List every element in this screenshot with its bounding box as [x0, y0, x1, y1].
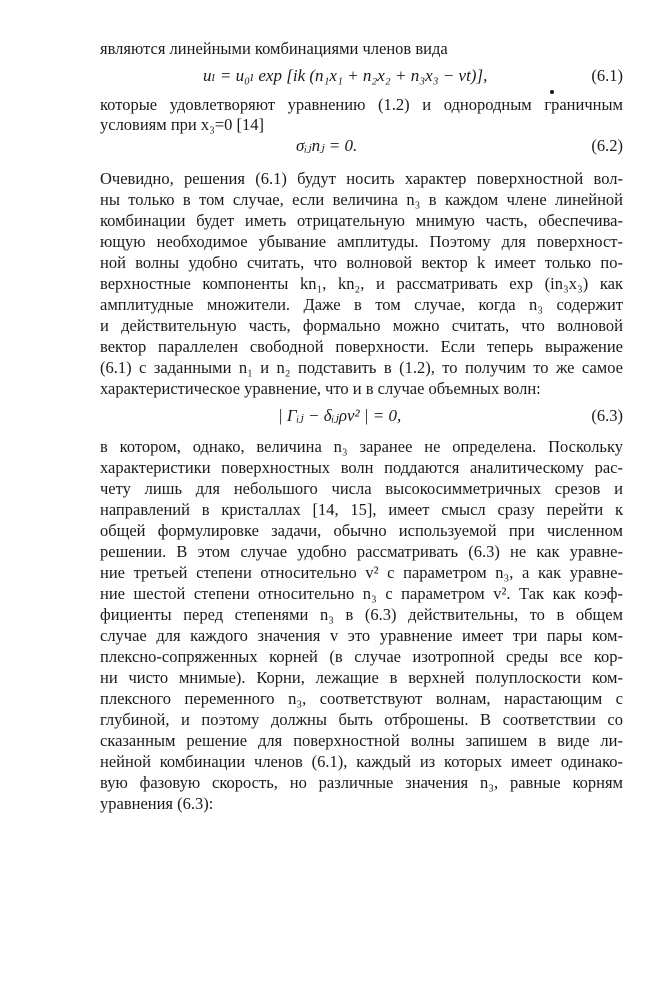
text-line: и действительную часть, формально можно считать, что волновой [100, 316, 623, 335]
text-line: комбинации будет иметь отрицательную мнимую часть, обеспечива- [100, 211, 623, 230]
equation-number: (6.3) [591, 406, 623, 425]
text-line: верхностные компоненты kn₁, kn₂, и рассматривать exp (in₃x₃) как [100, 274, 623, 293]
text-line: решении. В этом случае удобно рассматривать (6.3) не как уравне- [100, 542, 623, 561]
text-line: вую фазовую скорость, но различные значения n₃, равные корням [100, 773, 623, 792]
text-line: которые удовлетворяют уравнению (1.2) и однородным граничным [100, 95, 623, 114]
text-line: амплитудные множители. Даже в том случае, когда n₃ содержит [100, 295, 623, 314]
text-line: ни чисто мнимые). Корни, лежащие в верхней полуплоскости ком- [100, 668, 623, 687]
text-line: ной волны удобно считать, что волновой вектор k имеет только по- [100, 253, 623, 272]
equation-6-1: uₗ = u₀ₗ exp [ik (n₁x₁ + n₂x₂ + n₃x₃ − vt)], [203, 66, 488, 85]
equation-6-3: | Γᵢⱼ − δᵢⱼρv² | = 0, [278, 406, 402, 425]
equation-6-2: σᵢⱼnⱼ = 0. [296, 136, 358, 155]
text-line: ющую необходимое убывание амплитуды. Поэтому для поверхност- [100, 232, 623, 251]
text-line: фициенты перед степенями n₃ в (6.3) действительны, то в общем [100, 605, 623, 624]
text-line: ние третьей степени относительно v² с параметром n₃, а как уравне- [100, 563, 623, 582]
text-line: общей формулировке задачи, обычно используемой при численном [100, 521, 623, 540]
text-line: (6.1) с заданными n₁ и n₂ подставить в (1.2), то получим то же самое [100, 358, 623, 377]
text-line: вектор параллелен свободной поверхности. Если теперь выражение [100, 337, 623, 356]
text-line: в котором, однако, величина n₃ заранее не определена. Поскольку [100, 437, 623, 456]
equation-number: (6.2) [591, 136, 623, 155]
text-line: направлений в кристаллах [14, 15], имеет смысл сразу перейти к [100, 500, 623, 519]
text-line: плексно-сопряженных корней (в случае изотропной среды все кор- [100, 647, 623, 666]
text-line: нейной комбинации членов (6.1), каждый из которых имеет одинако- [100, 752, 623, 771]
text-line: сказанным решение для поверхностной волны запишем в виде ли- [100, 731, 623, 750]
text-line: являются линейными комбинациями членов вида [100, 39, 448, 58]
text-line: случае для каждого значения v это уравнение имеет три пары ком- [100, 626, 623, 645]
text-line: ние шестой степени относительно n₃ с параметром v². Так как коэф- [100, 584, 623, 603]
text-line: плексного переменного n₃, соответствуют волнам, нарастающим с [100, 689, 623, 708]
text-line: характеристики поверхностных волн поддаются аналитическому рас- [100, 458, 623, 477]
text-line: глубиной, и поэтому должны быть отброшены. В соответствии со [100, 710, 623, 729]
text-line: уравнения (6.3): [100, 794, 214, 813]
text-line: ны только в том случае, если величина n₃ в каждом члене линейной [100, 190, 623, 209]
equation-number: (6.1) [591, 66, 623, 85]
text-line: Очевидно, решения (6.1) будут носить характер поверхностной вол- [100, 169, 623, 188]
text-line: условиям при x₃=0 [14] [100, 115, 265, 134]
text-line: характеристическое уравнение, что и в случае объемных волн: [100, 379, 541, 398]
text-line: чету лишь для небольшого числа высокосимметричных срезов и [100, 479, 623, 498]
